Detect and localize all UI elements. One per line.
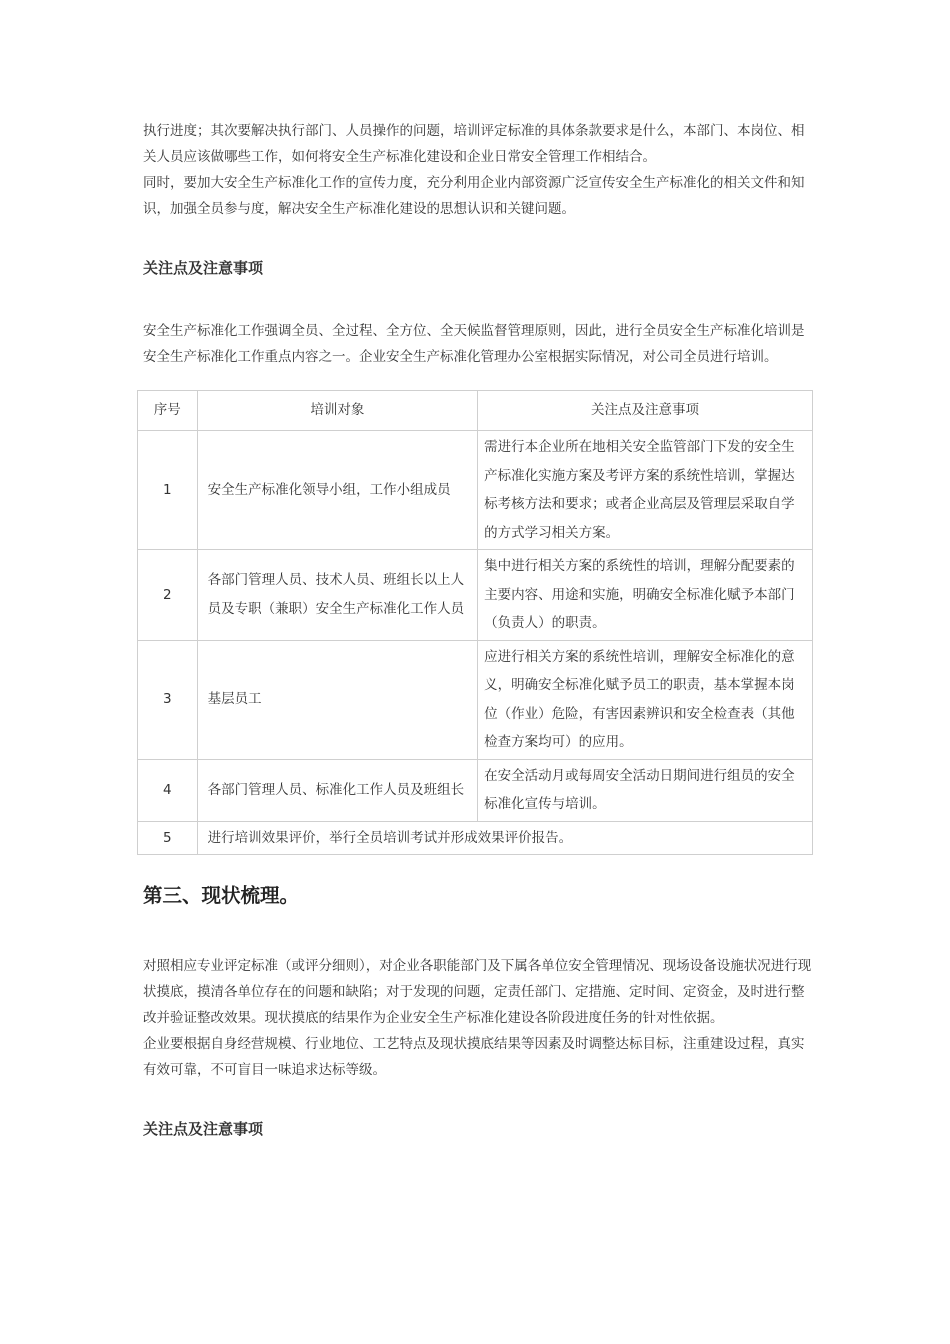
row-target: 基层员工 — [197, 640, 478, 759]
row-note: 在安全活动月或每周安全活动日期间进行组员的安全标准化宣传与培训。 — [478, 759, 813, 821]
row-note: 应进行相关方案的系统性培训，理解安全标准化的意义，明确安全标准化赋予员工的职责，基本掌握本岗位（作业）危险，有害因素辨识和安全检查表（其他检查方案均可）的应用。 — [478, 640, 813, 759]
header-no: 序号 — [138, 391, 198, 431]
table-row — [138, 821, 813, 855]
row-note: 需进行本企业所在地相关安全监管部门下发的安全生产标准化实施方案及考评方案的系统性培训，掌握达标考核方法和要求；或者企业高层及管理层采取自学的方式学习相关方案。 — [478, 431, 813, 550]
table-row — [138, 759, 813, 821]
intro-paragraph-2: 同时，要加大安全生产标准化工作的宣传力度，充分利用企业内部资源广泛宣传安全生产标准化的相关文件和知识，加强全员参与度，解决安全生产标准化建设的思想认识和关键问题。 — [143, 175, 805, 217]
row-number: 5 — [138, 821, 198, 855]
row-note: 集中进行相关方案的系统性的培训，理解分配要素的主要内容、用途和实施，明确安全标准化赋予本部门（负责人）的职责。 — [478, 550, 813, 641]
table-row — [138, 550, 813, 641]
training-table — [137, 390, 813, 855]
row-number: 1 — [138, 431, 198, 550]
focus-heading-1: 关注点及注意事项 — [143, 259, 264, 277]
row-target: 各部门管理人员、标准化工作人员及班组长 — [197, 759, 478, 821]
section-3-paragraph-2: 企业要根据自身经营规模、行业地位、工艺特点及现状摸底结果等因素及时调整达标目标，注重建设过程，真实有效可靠，不可盲目一味追求达标等级。 — [143, 1036, 805, 1078]
row-target: 安全生产标准化领导小组，工作小组成员 — [197, 431, 478, 550]
table-row — [138, 640, 813, 759]
intro-paragraph-1: 执行进度；其次要解决执行部门、人员操作的问题，培训评定标准的具体条款要求是什么，本部门、本岗位、相关人员应该做哪些工作，如何将安全生产标准化建设和企业日常安全管理工作相结合。 — [143, 123, 805, 165]
focus-heading-2: 关注点及注意事项 — [143, 1120, 264, 1138]
row-target: 各部门管理人员、技术人员、班组长以上人员及专职（兼职）安全生产标准化工作人员 — [197, 550, 478, 641]
table-row — [138, 431, 813, 550]
focus-paragraph-1: 安全生产标准化工作强调全员、全过程、全方位、全天候监督管理原则，因此，进行全员安全生产标准化培训是安全生产标准化工作重点内容之一。企业安全生产标准化管理办公室根据实际情况，对公司全员进行培训。 — [143, 323, 805, 365]
section-3-paragraph-1: 对照相应专业评定标准（或评分细则），对企业各职能部门及下属各单位安全管理情况、现场设备设施状况进行现状摸底，摸清各单位存在的问题和缺陷；对于发现的问题，定责任部门、定措施、定时间、定资金，及时进行整改并验证整改效果。现状摸底的结果作为企业安全生产标准化建设各阶段进度任务的针对性依据。 — [143, 958, 812, 1026]
row-merged-note: 进行培训效果评价，举行全员培训考试并形成效果评价报告。 — [197, 821, 812, 855]
header-target: 培训对象 — [197, 391, 478, 431]
header-note: 关注点及注意事项 — [478, 391, 813, 431]
section-3-heading: 第三、现状梳理。 — [143, 884, 300, 907]
row-number: 2 — [138, 550, 198, 641]
row-number: 3 — [138, 640, 198, 759]
table-header-row — [138, 391, 813, 431]
row-number: 4 — [138, 759, 198, 821]
document-body — [143, 118, 813, 1141]
